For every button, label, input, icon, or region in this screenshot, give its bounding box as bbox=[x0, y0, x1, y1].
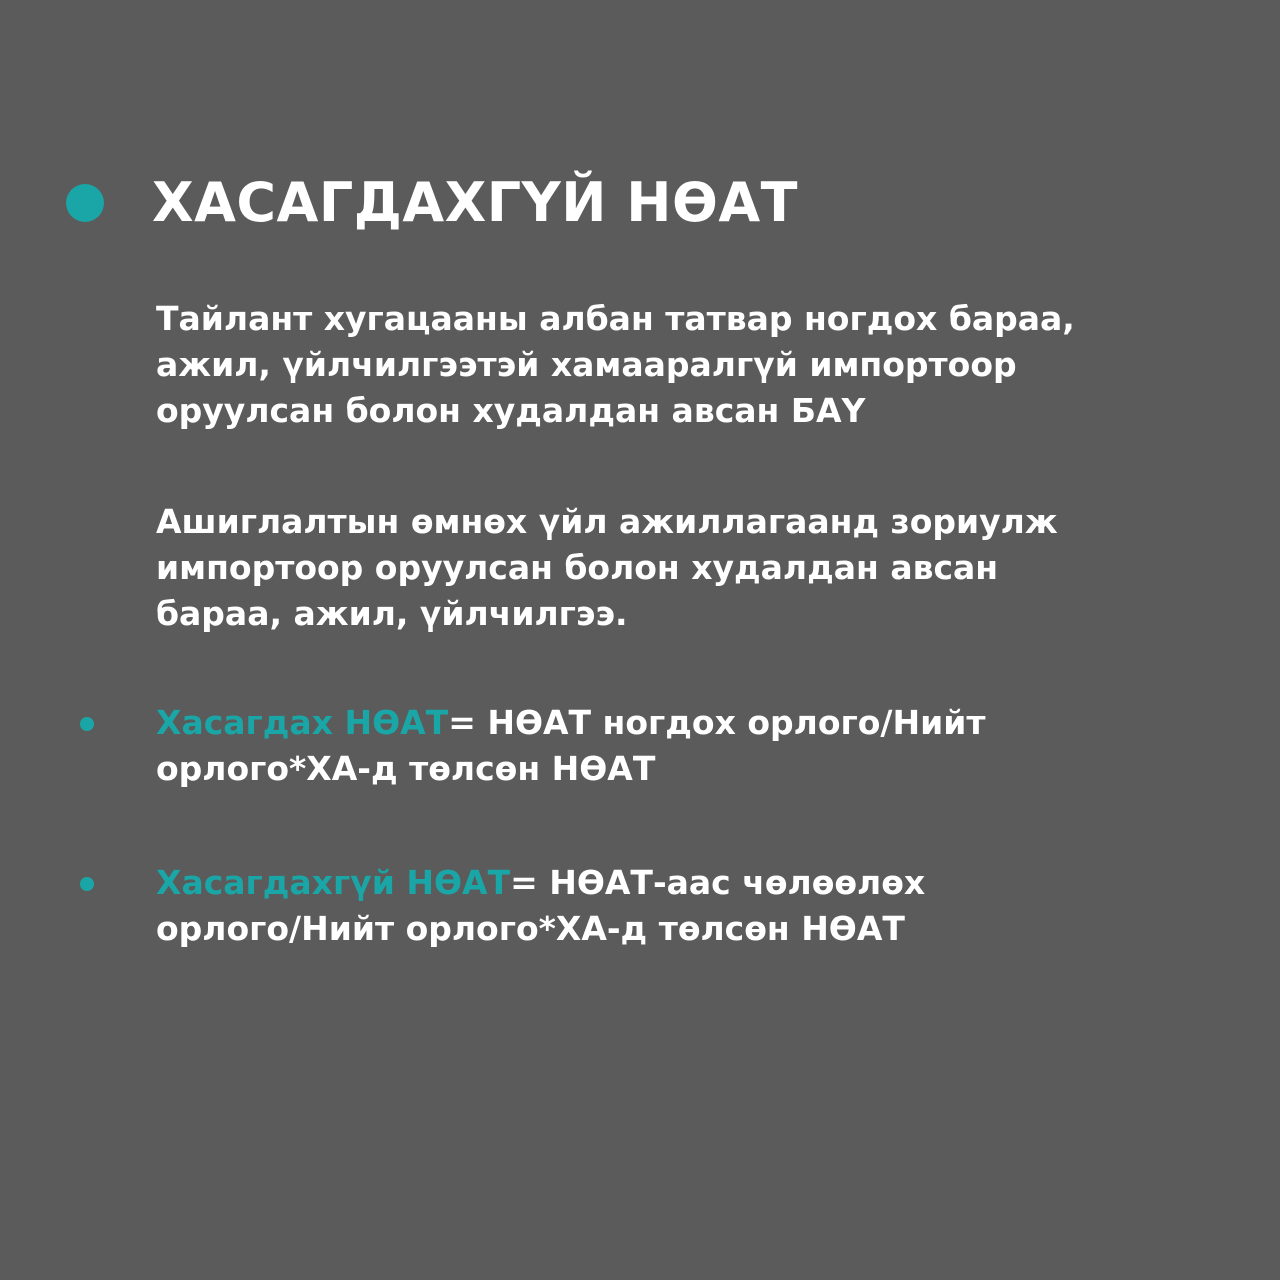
paragraph-1-line-1: Тайлант хугацааны албан татвар ногдох бараа, bbox=[156, 299, 1075, 338]
paragraph-2-line-2: импортоор оруулсан болон худалдан авсан bbox=[156, 548, 999, 587]
formula-2-rest: = НӨАТ-аас чөлөөлөх bbox=[510, 863, 926, 902]
formula-1-line-2: орлого*ХА-д төлсөн НӨАТ bbox=[156, 749, 656, 788]
paragraph-1-line-3: оруулсан болон худалдан авсан БАҮ bbox=[156, 391, 866, 430]
paragraph-2 bbox=[156, 499, 1156, 637]
bullet-dot-icon bbox=[80, 717, 94, 731]
paragraph-1 bbox=[156, 296, 1156, 434]
paragraph-1-line-2: ажил, үйлчилгээтэй хамааралгүй импортоор bbox=[156, 345, 1017, 384]
formula-2-line-2: орлого/Нийт орлого*ХА-д төлсөн НӨАТ bbox=[156, 909, 905, 948]
paragraph-2-line-1: Ашиглалтын өмнөх үйл ажиллагаанд зориулж bbox=[156, 502, 1058, 541]
formula-1-line-1 bbox=[156, 700, 1156, 746]
slide-title: ХАСАГДАХГҮЙ НӨАТ bbox=[152, 171, 799, 234]
bullet-dot-icon bbox=[80, 877, 94, 891]
formula-2-line-1 bbox=[156, 860, 1156, 906]
formula-1-term: Хасагдах НӨАТ bbox=[156, 703, 449, 742]
formula-bullet-1 bbox=[156, 700, 1156, 792]
formula-bullet-2 bbox=[156, 860, 1156, 952]
formula-2-term: Хасагдахгүй НӨАТ bbox=[156, 863, 511, 902]
formula-1-rest: = НӨАТ ногдох орлого/Нийт bbox=[448, 703, 986, 742]
paragraph-2-line-3: бараа, ажил, үйлчилгээ. bbox=[156, 594, 628, 633]
title-bullet-dot bbox=[66, 184, 104, 222]
